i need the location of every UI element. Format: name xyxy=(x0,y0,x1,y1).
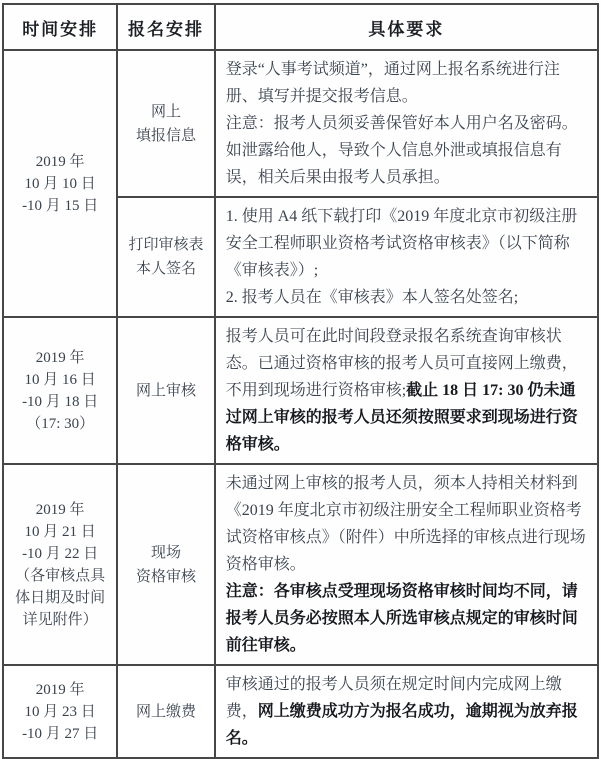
column-header-time: 时间安排 xyxy=(3,4,117,50)
arrangement-cell-print-sign xyxy=(117,197,214,317)
arrangement-line: 资格审核 xyxy=(136,568,197,585)
requirement-cell-online-fill xyxy=(215,50,598,197)
arrangement-cell-online-fill xyxy=(117,50,214,197)
time-cell-row4 xyxy=(3,665,117,758)
time-line: -10 月 22 日 xyxy=(22,545,99,562)
table-row xyxy=(3,665,598,758)
time-line: 10 月 23 日 xyxy=(24,703,96,720)
arrangement-line: 本人签名 xyxy=(136,261,197,277)
registration-schedule-table xyxy=(2,3,599,759)
column-header-arrangement: 报名安排 xyxy=(117,4,214,50)
time-line: 体日期及时间 xyxy=(15,589,106,606)
arrangement-cell-online-payment xyxy=(117,665,214,758)
table-row xyxy=(3,317,598,464)
time-line: -10 月 27 日 xyxy=(22,725,99,742)
arrangement-cell-onsite-review xyxy=(117,464,214,665)
requirement-text: 报考人员可在此时间段登录报名系统查询审核状态。已通过资格审核的报考人员可直接网上缴费，不用到现场进行资格审核; xyxy=(225,328,578,399)
time-cell-row2 xyxy=(3,317,117,464)
header-row xyxy=(3,4,598,50)
requirement-bold-text: 网上缴费成功方为报名成功，逾期视为放弃报名。 xyxy=(225,703,578,747)
time-line: 10 月 16 日 xyxy=(24,371,96,388)
requirement-cell-print-sign xyxy=(215,197,598,317)
table-row xyxy=(3,50,598,197)
requirement-paragraph xyxy=(226,323,591,458)
requirement-cell-online-payment xyxy=(215,665,598,758)
time-cell-row3 xyxy=(3,464,117,665)
requirement-cell-online-review xyxy=(215,317,598,464)
time-line: 2019 年 xyxy=(35,349,85,366)
time-cell-row1 xyxy=(3,50,117,317)
arrangement-line: 网上审核 xyxy=(136,382,197,399)
arrangement-line: 打印审核表 xyxy=(128,237,204,253)
time-line: 2019 年 xyxy=(35,681,85,698)
arrangement-line: 填报信息 xyxy=(136,127,197,144)
time-line: 详见附件） xyxy=(22,611,98,628)
requirement-paragraph: 注意：报考人员须妥善保管好本人用户名及密码。如泄露给他人，导致个人信息外泄或填报信息有误，相关后果由报考人员承担。 xyxy=(225,115,578,186)
column-header-requirement: 具体要求 xyxy=(215,4,598,50)
requirement-cell-onsite-review xyxy=(215,464,598,665)
time-line: 2019 年 xyxy=(35,501,85,518)
arrangement-line: 网上 xyxy=(151,103,182,120)
time-line: （各审核点具 xyxy=(15,567,106,584)
time-line: 2019 年 xyxy=(35,153,85,170)
requirement-bold-paragraph: 注意：各审核点受理现场资格审核时间均不同，请报考人员务必按照本人所选审核点规定的审核时间前往审核。 xyxy=(225,583,578,654)
time-line: 10 月 21 日 xyxy=(24,523,96,540)
requirement-paragraph: 2. 报考人员在《审核表》本人签名处签名; xyxy=(225,289,519,306)
arrangement-cell-online-review xyxy=(117,317,214,464)
requirement-paragraph: 登录“人事考试频道”，通过网上报名系统进行注册、填写并提交报考信息。 xyxy=(225,61,560,105)
time-line: -10 月 18 日 xyxy=(22,393,99,410)
time-line: -10 月 15 日 xyxy=(22,197,99,214)
requirement-bold-text: 截止 18 日 17: 30 仍未通过网上审核的报考人员还须按照要求到现场进行资格审核。 xyxy=(225,382,578,453)
arrangement-line: 现场 xyxy=(151,544,182,561)
requirement-text: 审核通过的报考人员须在规定时间内完成网上缴费， xyxy=(225,676,562,720)
requirement-paragraph xyxy=(226,671,591,752)
time-line: （17: 30） xyxy=(26,415,95,432)
requirement-paragraph: 未通过网上审核的报考人员，须本人持相关材料到《2019 年度北京市初级注册安全工程师职业资格考试资格审核点》（附件）中所选择的审核点进行现场资格审核。 xyxy=(225,475,586,573)
time-line: 10 月 10 日 xyxy=(24,175,96,192)
requirement-paragraph: 1. 使用 A4 纸下载打印《2019 年度北京市初级注册安全工程师职业资格考试资格审核表》（以下简称《审核表》）; xyxy=(225,208,578,279)
arrangement-line: 网上缴费 xyxy=(136,703,197,720)
table-row xyxy=(3,464,598,665)
